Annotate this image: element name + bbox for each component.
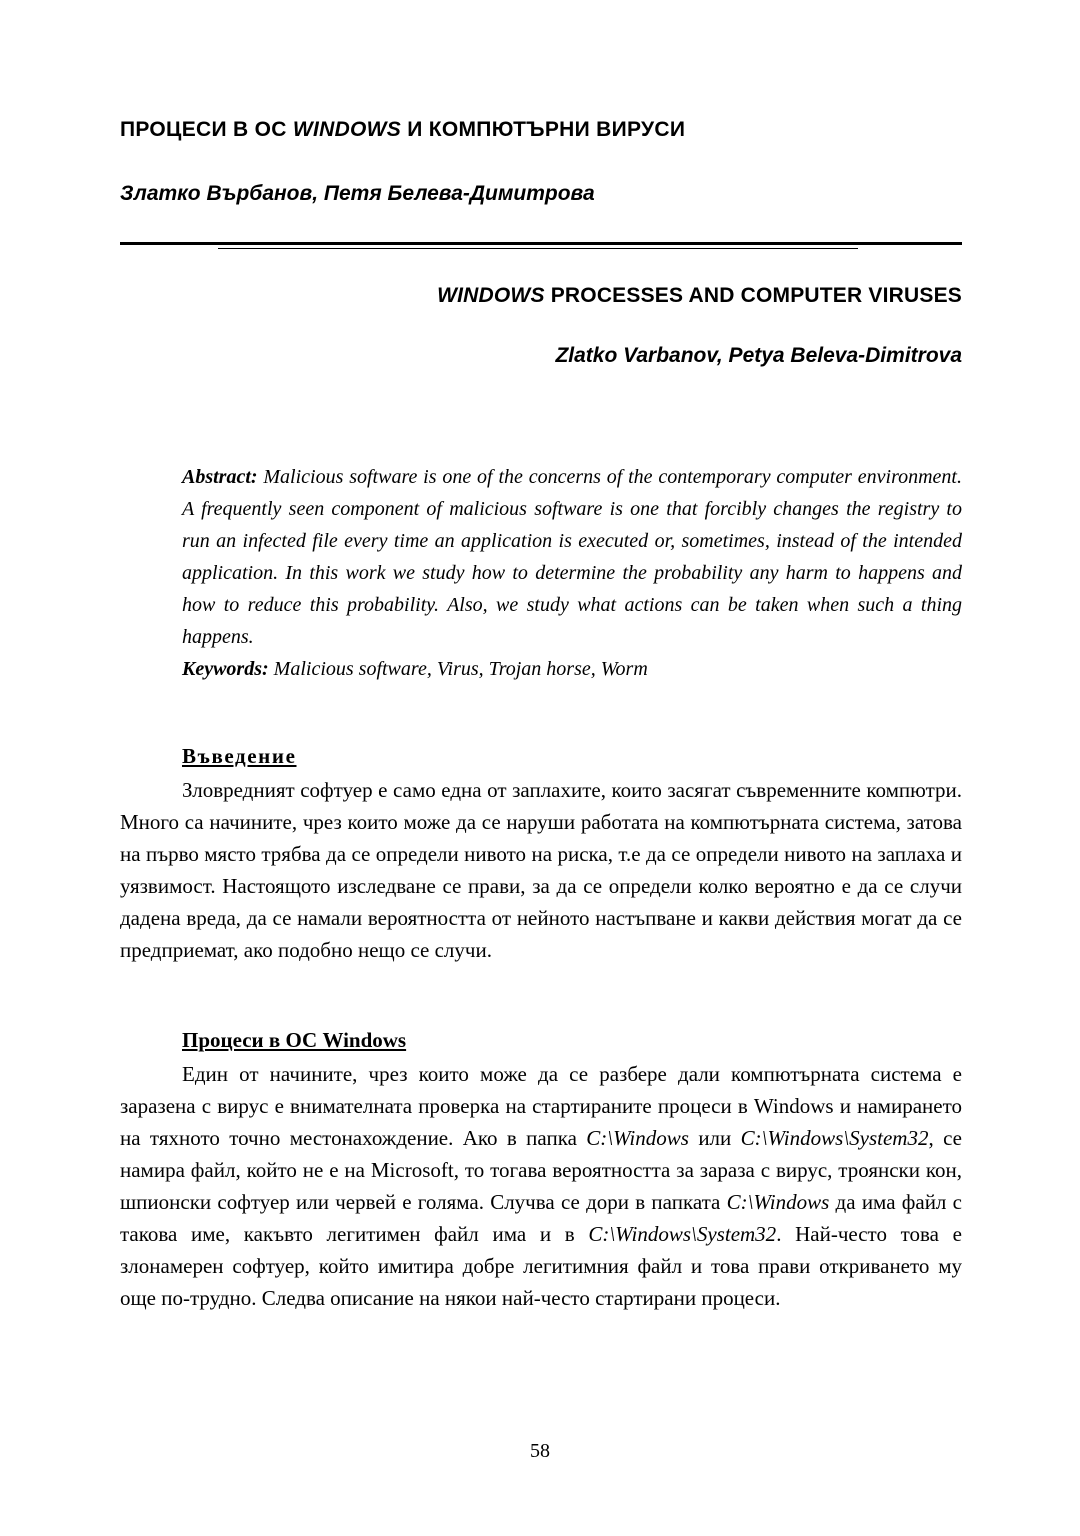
- intro-paragraph: Зловредният софтуер е само една от заплахите, които засягат съвременните компютри. Много са начините, чрез които може да се наруши работата на компютърната система, затова на първо място трябва да се определи нивото на риска, т.е да се определи нивото на заплаха и уязвимост. Настоящото изследване се прави, за да се определи колко вероятно е да се случи дадена вреда, да се намали вероятността от нейното настъпване и какви действия могат да се предприемат, ако подобно нещо се случи.: [120, 778, 962, 962]
- abstract-paragraph: [182, 461, 962, 653]
- intro-heading: Въведение: [182, 744, 297, 768]
- keywords-label: Keywords:: [182, 658, 269, 680]
- abstract-label: Abstract:: [182, 466, 258, 488]
- keywords-paragraph: [182, 653, 962, 685]
- page-number: 58: [530, 1440, 550, 1462]
- abstract-text: Malicious software is one of the concerns of the contemporary computer environment. A frequently seen component of malicious software is one that forcibly changes the registry to run an infected file every time an application is executed or, sometimes, instead of the intended application. In this work we study how to determine the probability any harm to happens and how to reduce this probability. Also, we study what actions can be taken when such a thing happens.: [182, 466, 962, 648]
- authors-english: Zlatko Varbanov, Petya Beleva-Dimitrova: [555, 344, 962, 367]
- processes-text-2: или: [688, 1126, 741, 1150]
- title-en-italic: WINDOWS: [437, 284, 545, 307]
- path-system32-2: C:\Windows\System32: [588, 1222, 777, 1246]
- authors-bulgarian: Златко Върбанов, Петя Белева-Димитрова: [120, 182, 595, 205]
- title-en-suffix: PROCESSES AND COMPUTER VIRUSES: [544, 284, 962, 307]
- processes-text-1: Един от начините, чрез които може да се разбере дали компютърната система е заразена с вирус е внимателната проверка на стартираните процеси в Windows и намирането на тяхното точно местонахождение. Ако в папка: [120, 1062, 962, 1150]
- processes-text-5: . Най-често това е злонамерен софтуер, който имитира добре легитимния файл и това прави откриването му още по-трудно. Следва описание на някои най-често стартирани процеси.: [120, 1222, 962, 1310]
- keywords-text: Malicious software, Virus, Trojan horse, Worm: [268, 658, 648, 680]
- abstract-block: [182, 461, 962, 685]
- title-bg-suffix: И КОМПЮТЪРНИ ВИРУСИ: [401, 118, 686, 141]
- processes-heading: Процеси в ОС Windows: [182, 1028, 407, 1052]
- path-system32: C:\Windows\System32: [740, 1126, 929, 1150]
- paper-title-bulgarian: [120, 118, 685, 142]
- title-bg-italic: WINDOWS: [292, 118, 402, 141]
- processes-text-3: , се намира файл, който не е на Microsoft, то тогава вероятността за зараза с вирус, троянски кон, шпионски софтуер или червей е голяма. Случва се дори в папката: [120, 1126, 962, 1214]
- title-bg-prefix: ПРОЦЕСИ В ОС: [120, 118, 293, 141]
- header-rule-thin: [218, 248, 858, 249]
- path-windows-2: C:\Windows: [726, 1190, 830, 1214]
- header-rule-thick: [120, 242, 962, 245]
- path-windows: C:\Windows: [586, 1126, 689, 1150]
- paper-title-english: [437, 284, 962, 308]
- processes-text-4: да има файл с такова име, какъвто легитимен файл има и в: [120, 1190, 962, 1246]
- processes-paragraph: [120, 1058, 962, 1314]
